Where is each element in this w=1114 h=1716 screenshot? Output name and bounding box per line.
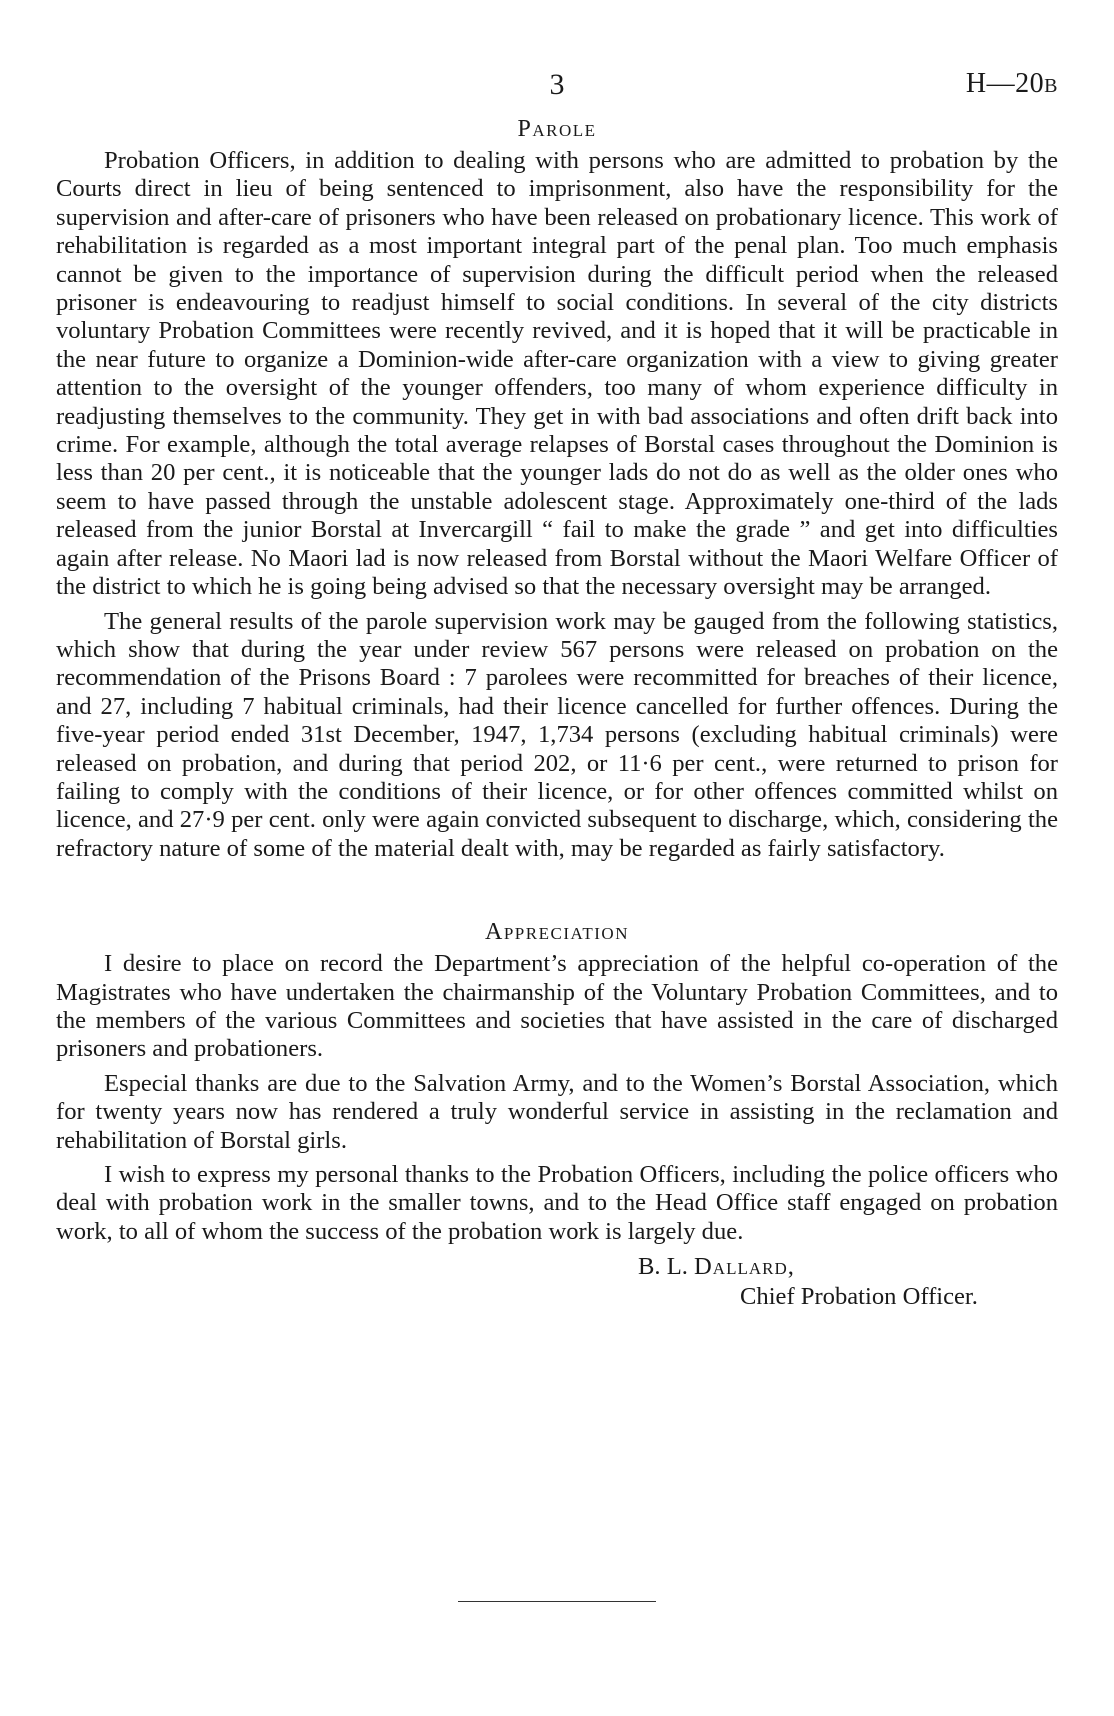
section-heading-appreciation: Appreciation xyxy=(485,919,629,946)
section-appreciation xyxy=(56,919,1058,1246)
signatory-initials: B. L. xyxy=(638,1253,688,1281)
signature-block xyxy=(56,1252,1058,1312)
paragraph-parole-2: The general results of the parole supervision work may be gauged from the following statistics, which show that during the year under review 567 persons were released on probation on the recommendation of the Prisons Board : 7 parolees were recommitted for breaches of their licence, and 27, including 7 habitual criminals, had their licence cancelled for further offences. During the five-year period ended 31st December, 1947, 1,734 persons (excluding habitual criminals) were released on probation, and during that period 202, or 11·6 per cent., were returned to prison for failing to comply with the conditions of their licence, or for other offences committed whilst on licence, and 27·9 per cent. only were again convicted subsequent to discharge, which, considering the refractory nature of some of the material dealt with, may be regarded as fairly satisfactory. xyxy=(56,607,1058,862)
section-parole xyxy=(56,116,1058,863)
document-page xyxy=(56,68,1058,1312)
section-heading-parole: Parole xyxy=(517,116,597,142)
signatory-title: Chief Probation Officer. xyxy=(740,1283,978,1311)
paragraph-parole-1: Probation Officers, in addition to dealing with persons who are admitted to probation by the Courts direct in lieu of being sentenced to imprisonment, also have the responsibility for the supervision and after-care of prisoners who have been released on probationary licence. This work of rehabilitation is regarded as a most important integral part of the penal plan. Too much emphasis cannot be given to the importance of supervision during the difficult period when the released prisoner is endeavouring to readjust himself to social conditions. In several of the city districts voluntary Probation Committees were recently revived, and it is hoped that it will be practicable in the near future to organize a Dominion-wide after-care organization with a view to giving greater attention to the oversight of the younger offenders, too many of whom experience difficulty in readjusting themselves to the community. They get in with bad associations and often drift back into crime. For example, although the total average relapses of Borstal cases throughout the Dominion is less than 20 per cent., it is noticeable that the younger lads do not do as well as the older ones who seem to have passed through the unstable adolescent stage. Approximately one-third of the lads released from the junior Borstal at Invercargill “ fail to make the grade ” and get into difficulties again after release. No Maori lad is now released from Borstal without the Maori Welfare Officer of the district to which he is going being advised so that the necessary oversight may be arranged. xyxy=(56,147,1058,601)
signatory-name xyxy=(638,1252,1058,1282)
paragraph-appreciation-2: Especial thanks are due to the Salvation Army, and to the Women’s Borstal Association, which for twenty years now has rendered a truly wonderful service in assisting in the reclamation and rehabilitation of Borstal girls. xyxy=(56,1069,1058,1154)
page-number: 3 xyxy=(549,68,565,101)
paragraph-appreciation-1: I desire to place on record the Department’s appreciation of the helpful co-operation of the Magistrates who have undertaken the chairmanship of the Voluntary Probation Committees, and to the members of the various Committees and societies that have assisted in the care of discharged prisoners and probationers. xyxy=(56,950,1058,1063)
document-reference-suffix: B xyxy=(1044,75,1058,97)
signatory-surname: Dallard, xyxy=(694,1253,795,1281)
section-spacer xyxy=(56,869,1058,913)
page-header xyxy=(56,68,1058,110)
document-reference xyxy=(966,68,1058,100)
document-reference-main: H—20 xyxy=(965,68,1045,99)
footer-rule xyxy=(458,1601,656,1602)
paragraph-appreciation-3: I wish to express my personal thanks to the Probation Officers, including the police officers who deal with probation work in the smaller towns, and to the Head Office staff engaged on probation work, to all of whom the success of the probation work is largely due. xyxy=(56,1161,1058,1245)
